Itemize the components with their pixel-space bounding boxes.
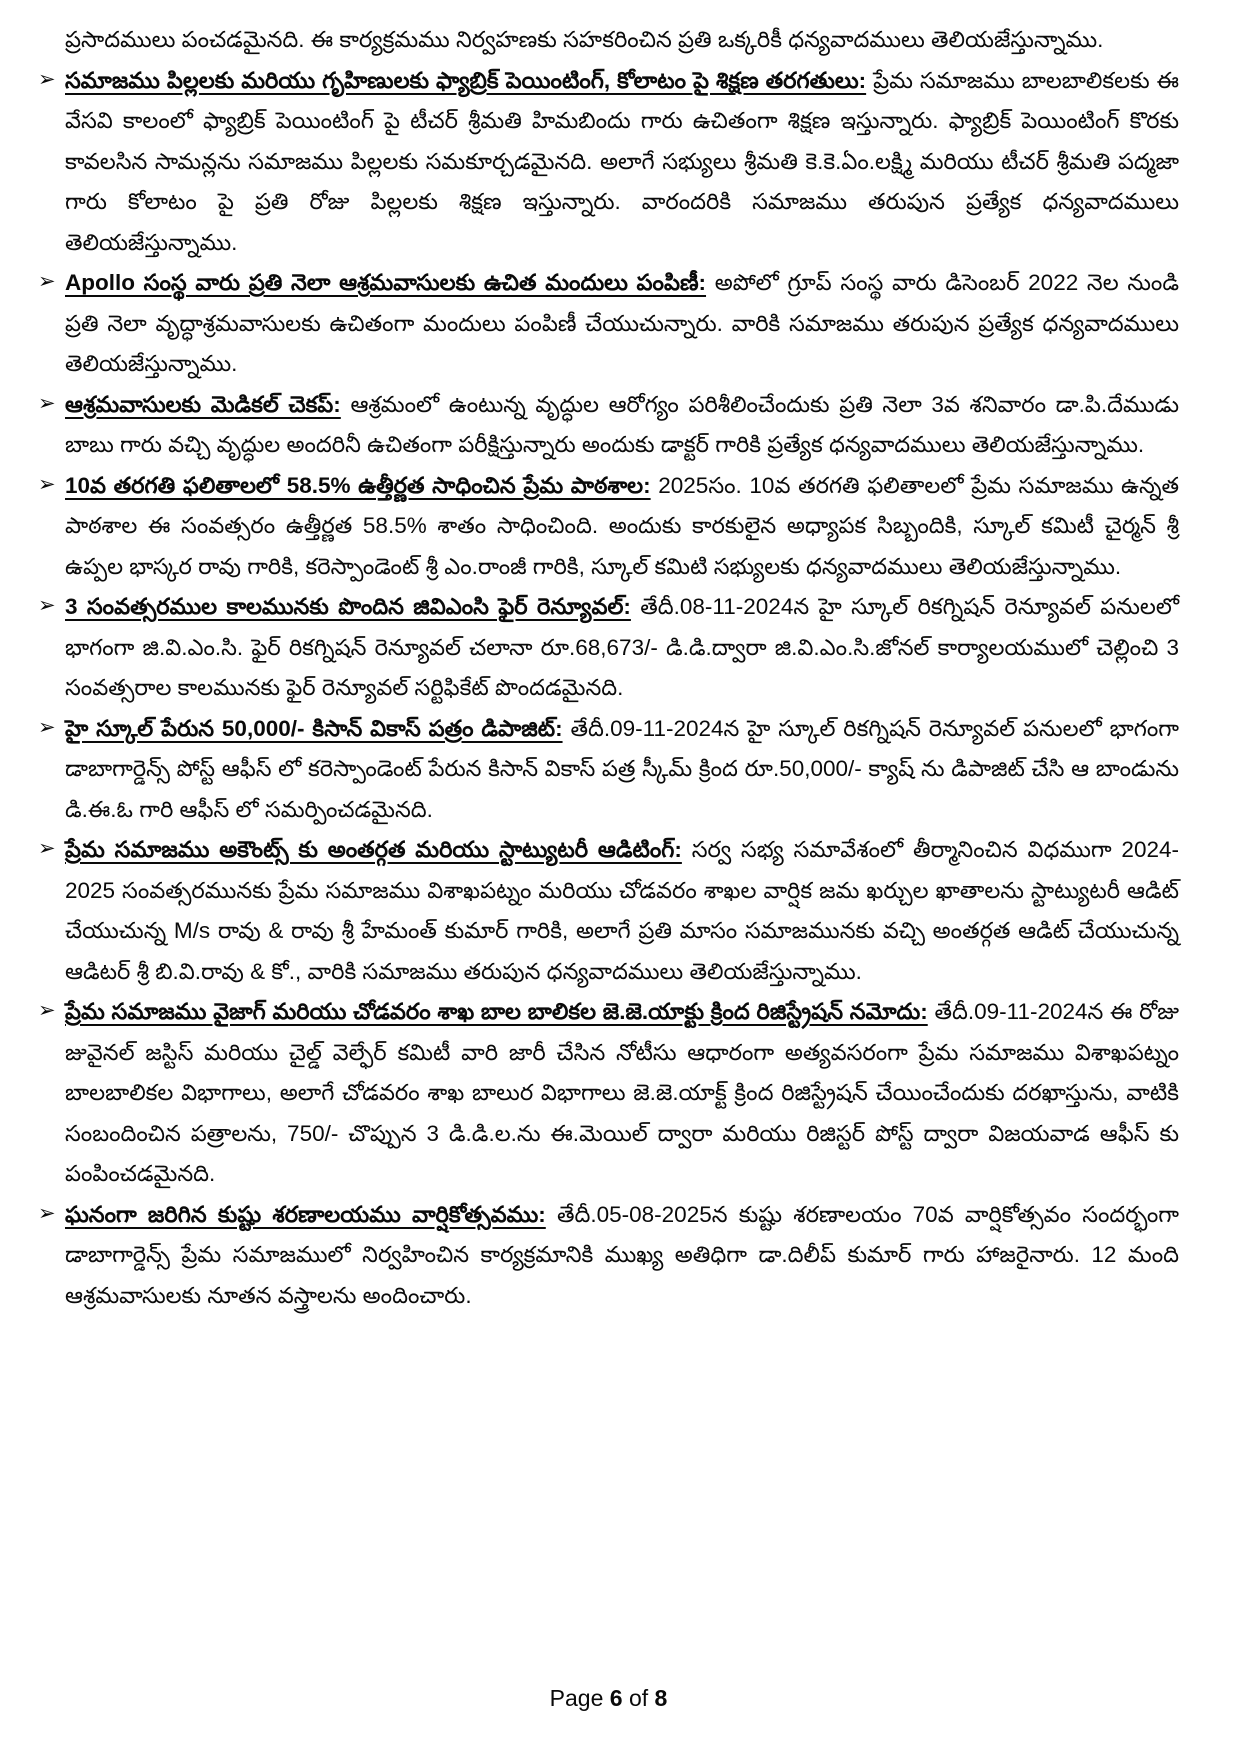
- bullet-item: [38, 830, 1179, 992]
- bullet-item: [38, 992, 1179, 1195]
- page-footer: [38, 1641, 1179, 1713]
- bullet-heading: ప్రేమ సమాజము అకౌంట్స్ కు అంతర్గత మరియు స్టాట్యుటరీ ఆడిటింగ్:: [65, 837, 682, 862]
- bullet-item: [38, 1195, 1179, 1317]
- bullet-heading: ఘనంగా జరిగిన కుష్టు శరణాలయము వార్షికోత్సవము:: [65, 1201, 546, 1227]
- bullet-item: [38, 709, 1179, 831]
- bullet-heading: ప్రేమ సమాజము వైజాగ్ మరియు చోడవరం శాఖ బాల బాలికల జె.జె.యాక్టు క్రింద రిజిస్ట్రేషన్ నమోదు:: [65, 999, 928, 1024]
- bullet-arrow-icon: ➢: [38, 391, 56, 415]
- bullet-arrow-icon: ➢: [38, 270, 56, 293]
- bullet-body: 2025సం. 10వ తరగతి ఫలితాలలో ప్రేమ సమాజము ఉన్నత పాఠశాల ఈ సంవత్సరం ఉత్తీర్ణత 58.5% శాతం సాధించింది. అందుకు కారకులైన అధ్యాపక సిబ్బందికి, స్కూల్ కమిటీ చైర్మన్ శ్రీ ఉప్పల భాస్కర రావు గారికి, కరెస్పాండెంట్ శ్రీ ఎం.రాంజీ గారికి, స్కూల్ కమిటి సభ్యులకు ధన్యవాదములు తెలియజేస్తున్నాము.: [65, 472, 1179, 579]
- bullet-item: [38, 385, 1179, 466]
- bullet-arrow-icon: ➢: [38, 999, 56, 1022]
- footer-page-label: Page: [549, 1685, 604, 1712]
- bullet-body: తేదీ.09-11-2024న హై స్కూల్ రికగ్నిషన్ రెన్యూవల్ పనులలో భాగంగా డాబాగార్డెన్స్ పోస్ట్ ఆఫీస్ లో కరెస్పాండెంట్ పేరున కిసాన్ వికాస్ పత్ర స్కీమ్ క్రింద రూ.50,000/- క్యాష్ ను డిపాజిట్ చేసి ఆ బాండును డి.ఈ.ఓ గారి ఆఫీస్ లో సమర్పించడమైనది.: [65, 715, 1179, 822]
- bullet-item: [38, 466, 1179, 588]
- bullet-arrow-icon: ➢: [38, 1201, 56, 1225]
- bullet-body: ఆశ్రమంలో ఉంటున్న వృద్ధుల ఆరోగ్యం పరిశీలించేందుకు ప్రతి నెలా 3వ శనివారం డా.పి.దేముడు బాబు గారు వచ్చి వృద్ధుల అందరినీ ఉచితంగా పరీక్షిస్తున్నారు అందుకు డాక్టర్ గారికి ప్రత్యేక ధన్యవాదములు తెలియజేస్తున్నాము.: [65, 391, 1179, 457]
- footer-total-pages: 8: [654, 1685, 668, 1712]
- bullet-heading: 3 సంవత్సరముల కాలమునకు పొందిన జివిఎంసి ఫైర్ రెన్యూవల్:: [65, 594, 631, 619]
- footer-of-label: of: [628, 1685, 649, 1712]
- bullet-item: [38, 61, 1179, 264]
- bullet-arrow-icon: ➢: [38, 67, 56, 91]
- bullet-arrow-icon: ➢: [38, 594, 56, 617]
- bullet-arrow-icon: ➢: [38, 837, 56, 860]
- bullet-heading: సమాజము పిల్లలకు మరియు గృహిణులకు ఫ్యాబ్రిక్ పెయింటింగ్, కోలాటం పై శిక్షణ తరగతులు:: [65, 67, 867, 93]
- bullet-heading: హై స్కూల్ పేరున 50,000/- కిసాన్ వికాస్ పత్రం డిపాజిట్:: [65, 715, 563, 741]
- bullet-arrow-icon: ➢: [38, 472, 56, 496]
- footer-page-number: 6: [609, 1685, 623, 1712]
- bullet-body: సర్వ సభ్య సమావేశంలో తీర్మానించిన విధముగా 2024-2025 సంవత్సరమునకు ప్రేమ సమాజము విశాఖపట్నం మరియు చోడవరం శాఖల వార్షిక జమ ఖర్చుల ఖాతాలను స్టాట్యుటరీ ఆడిట్ చేయుచున్న M/s రావు & రావు శ్రీ హేమంత్ కుమార్ గారికి, అలాగే ప్రతి మాసం సమాజమునకు వచ్చి అంతర్గత ఆడిట్ చేయుచున్న ఆడిటర్ శ్రీ బి.వి.రావు & కో., వారికి సమాజము తరుపున ధన్యవాదములు తెలియజేస్తున్నాము.: [65, 837, 1179, 984]
- bullet-body: తేదీ.05-08-2025న కుష్టు శరణాలయం 70వ వార్షికోత్సవం సందర్భంగా డాబాగార్డెన్స్ ప్రేమ సమాజములో నిర్వహించిన కార్యక్రమానికి ముఖ్య అతిధిగా డా.దిలీప్ కుమార్ గారు హాజరైనారు. 12 మంది ఆశ్రమవాసులకు నూతన వస్త్రాలను అందించారు.: [65, 1201, 1179, 1308]
- bullet-heading: ఆశ్రమవాసులకు మెడికల్ చెకప్:: [65, 391, 341, 417]
- bullet-arrow-icon: ➢: [38, 715, 56, 739]
- bullet-body: అపోలో గ్రూప్ సంస్థ వారు డిసెంబర్ 2022 నెల నుండి ప్రతి నెలా వృద్ధాశ్రమవాసులకు ఉచితంగా మందులు పంపిణీ చేయుచున్నారు. వారికి సమాజము తరుపున ప్రత్యేక ధన్యవాదములు తెలియజేస్తున్నాము.: [65, 270, 1179, 376]
- bullet-heading: 10వ తరగతి ఫలితాలలో 58.5% ఉత్తీర్ణత సాధించిన ప్రేమ పాఠశాల:: [65, 472, 651, 498]
- bullet-body: తేదీ.08-11-2024న హై స్కూల్ రికగ్నిషన్ రెన్యూవల్ పనులలో భాగంగా జి.వి.ఎం.సి. ఫైర్ రికగ్నిషన్ రెన్యూవల్ చలానా రూ.68,673/- డి.డి.ద్వారా జి.వి.ఎం.సి.జోనల్ కార్యాలయములో చెల్లించి 3 సంవత్సరాల కాలమునకు ఫైర్ రెన్యూవల్ సర్టిఫికేట్ పొందడమైనది.: [65, 594, 1179, 700]
- bullet-body: తేదీ.09-11-2024న ఈ రోజు జువైనల్ జస్టిస్ మరియు చైల్డ్ వెల్ఫేర్ కమిటీ వారి జారీ చేసిన నోటీసు ఆధారంగా అత్యవసరంగా ప్రేమ సమాజము విశాఖపట్నం బాలబాలికల విభాగాలు, అలాగే చోడవరం శాఖ బాలుర విభాగాలు జె.జె.యాక్ట్ క్రింద రిజిస్ట్రేషన్ చేయించేందుకు దరఖాస్తును, వాటికి సంబందించిన పత్రాలను, 750/- చొప్పున 3 డి.డి.ల.ను ఈ.మెయిల్ ద్వారా మరియు రిజిస్టర్ పోస్ట్ ద్వారా విజయవాడ ఆఫీస్ కు పంపించడమైనది.: [65, 999, 1179, 1186]
- bullet-body: ప్రేమ సమాజము బాలబాలికలకు ఈ వేసవి కాలంలో ఫ్యాబ్రిక్ పెయింటింగ్ పై టీచర్ శ్రీమతి హిమబిందు గారు ఉచితంగా శిక్షణ ఇస్తున్నారు. ఫ్యాబ్రిక్ పెయింటింగ్ కొరకు కావలసిన సామన్లను సమాజము పిల్లలకు సమకూర్చడమైనది. అలాగే సభ్యులు శ్రీమతి కె.కె.ఏం.లక్ష్మి మరియు టీచర్ శ్రీమతి పద్మజా గారు కోలాటం పై ప్రతి రోజు పిల్లలకు శిక్షణ ఇస్తున్నారు. వారందరికి సమాజము తరుపున ప్రత్యేక ధన్యవాదములు తెలియజేస్తున్నాము.: [65, 67, 1179, 255]
- bullet-list: [38, 61, 1179, 1317]
- intro-paragraph: ప్రసాదములు పంచడమైనది. ఈ కార్యక్రమము నిర్వహణకు సహకరించిన ప్రతి ఒక్కరికీ ధన్యవాదములు తెలియజేస్తున్నాము.: [65, 27, 1104, 52]
- bullet-item: [38, 263, 1179, 385]
- bullet-item: [38, 587, 1179, 709]
- bullet-heading: Apollo సంస్థ వారు ప్రతి నెలా ఆశ్రమవాసులకు ఉచిత మందులు పంపిణీ:: [65, 270, 707, 295]
